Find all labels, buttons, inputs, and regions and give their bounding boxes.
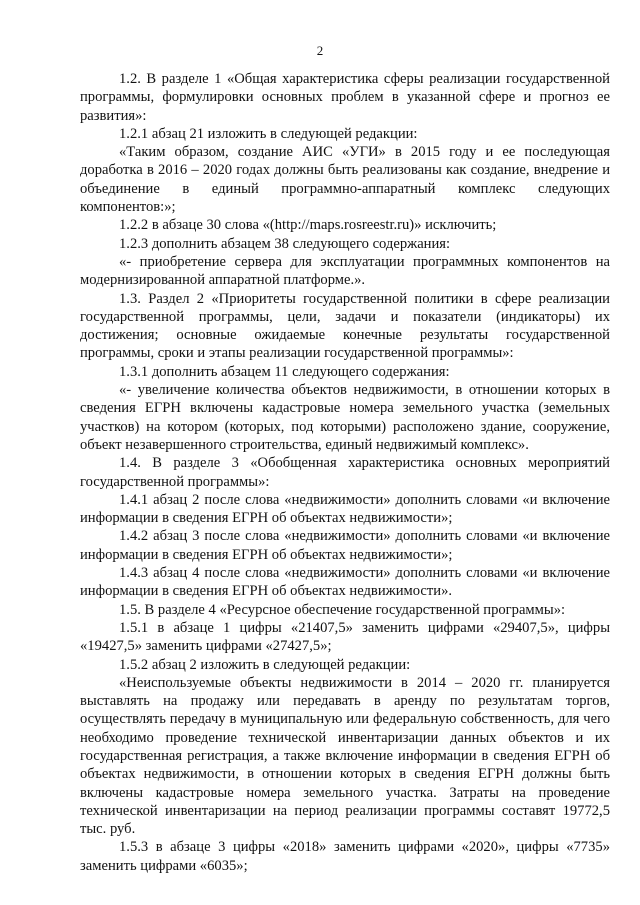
paragraph-1-2-3-text: «- приобретение сервера для эксплуатации программных компонентов на модернизированной аппаратной платформе.».: [80, 253, 610, 289]
paragraph-1-2-1-text: «Таким образом, создание АИС «УГИ» в 2015 году и ее последующая доработка в 2016 – 2020 годах должны быть реализованы как создание, внедрение и объединение в единый программно-аппаратный комплекс следующих компонентов:»;: [80, 144, 610, 216]
paragraph-1-5-2-text: «Неиспользуемые объекты недвижимости в 2014 – 2020 гг. планируется выставлять на продажу или передавать в аренду по результатам торгов, осуществлять передачу в муниципальную или федеральную собственность, для чего необходимо проведение технической инвентаризации данных объектов и их государственная регистрация, а также включение информации в сведения ЕГРН об объектах недвижимости, в отношении которых в сведения ЕГРН должны быть включены кадастровые номера земельного участка. Затраты на проведение технической инвентаризации на период реализации программы составят 19772,5 тыс. руб.: [80, 674, 610, 838]
paragraph-1-4: 1.4. В разделе 3 «Обобщенная характеристика основных мероприятий государственной программы»:: [80, 455, 610, 490]
paragraph-1-5: 1.5. В разделе 4 «Ресурсное обеспечение государственной программы»:: [119, 601, 566, 618]
paragraph-1-4-1: 1.4.1 абзац 2 после слова «недвижимости» дополнить словами «и включение информации в сведения ЕГРН об объектах недвижимости»;: [80, 491, 610, 527]
paragraph-1-2-3: 1.2.3 дополнить абзацем 38 следующего содержания:: [119, 235, 451, 252]
paragraph-1-2: 1.2. В разделе 1 «Общая характеристика сферы реализации государственной программы, формулировки основных проблем в указанной сфере и прогноз ее развития»:: [80, 71, 610, 124]
paragraph-1-5-2: 1.5.2 абзац 2 изложить в следующей редакции:: [119, 656, 411, 673]
paragraph-1-3: 1.3. Раздел 2 «Приоритеты государственной политики в сфере реализации государственной программы, цели, задачи и показатели (индикаторы) их достижения; основные ожидаемые конечные результаты государственной программы, сроки и этапы реализации государственной программы»:: [80, 290, 610, 362]
paragraph-1-3-1-text: «- увеличение количества объектов недвижимости, в отношении которых в сведения ЕГРН включены кадастровые номера земельного участка (земельных участков) на котором (которых, под которыми) расположено здание, сооружение, объект незавершенного строительства, единый недвижимый комплекс».: [80, 382, 610, 453]
paragraph-1-5-1: 1.5.1 в абзаце 1 цифры «21407,5» заменить цифрами «29407,5», цифры «19427,5» заменить цифрами «27427,5»;: [80, 619, 610, 655]
document-body: [80, 70, 610, 875]
page-number: 2: [316, 43, 324, 58]
paragraph-1-4-3: 1.4.3 абзац 4 после слова «недвижимости» дополнить словами «и включение информации в сведения ЕГРН об объектах недвижимости».: [80, 565, 610, 600]
paragraph-1-4-2: 1.4.2 абзац 3 после слова «недвижимости» дополнить словами «и включение информации в сведения ЕГРН об объектах недвижимости»;: [80, 528, 610, 563]
paragraph-1-2-1: 1.2.1 абзац 21 изложить в следующей редакции:: [119, 125, 418, 142]
paragraph-1-2-2: 1.2.2 в абзаце 30 слова «(http://maps.rosreestr.ru)» исключить;: [119, 217, 497, 234]
paragraph-1-5-3: 1.5.3 в абзаце 3 цифры «2018» заменить цифрами «2020», цифры «7735» заменить цифрами «6035»;: [80, 839, 610, 874]
paragraph-1-3-1: 1.3.1 дополнить абзацем 11 следующего содержания:: [119, 363, 450, 380]
